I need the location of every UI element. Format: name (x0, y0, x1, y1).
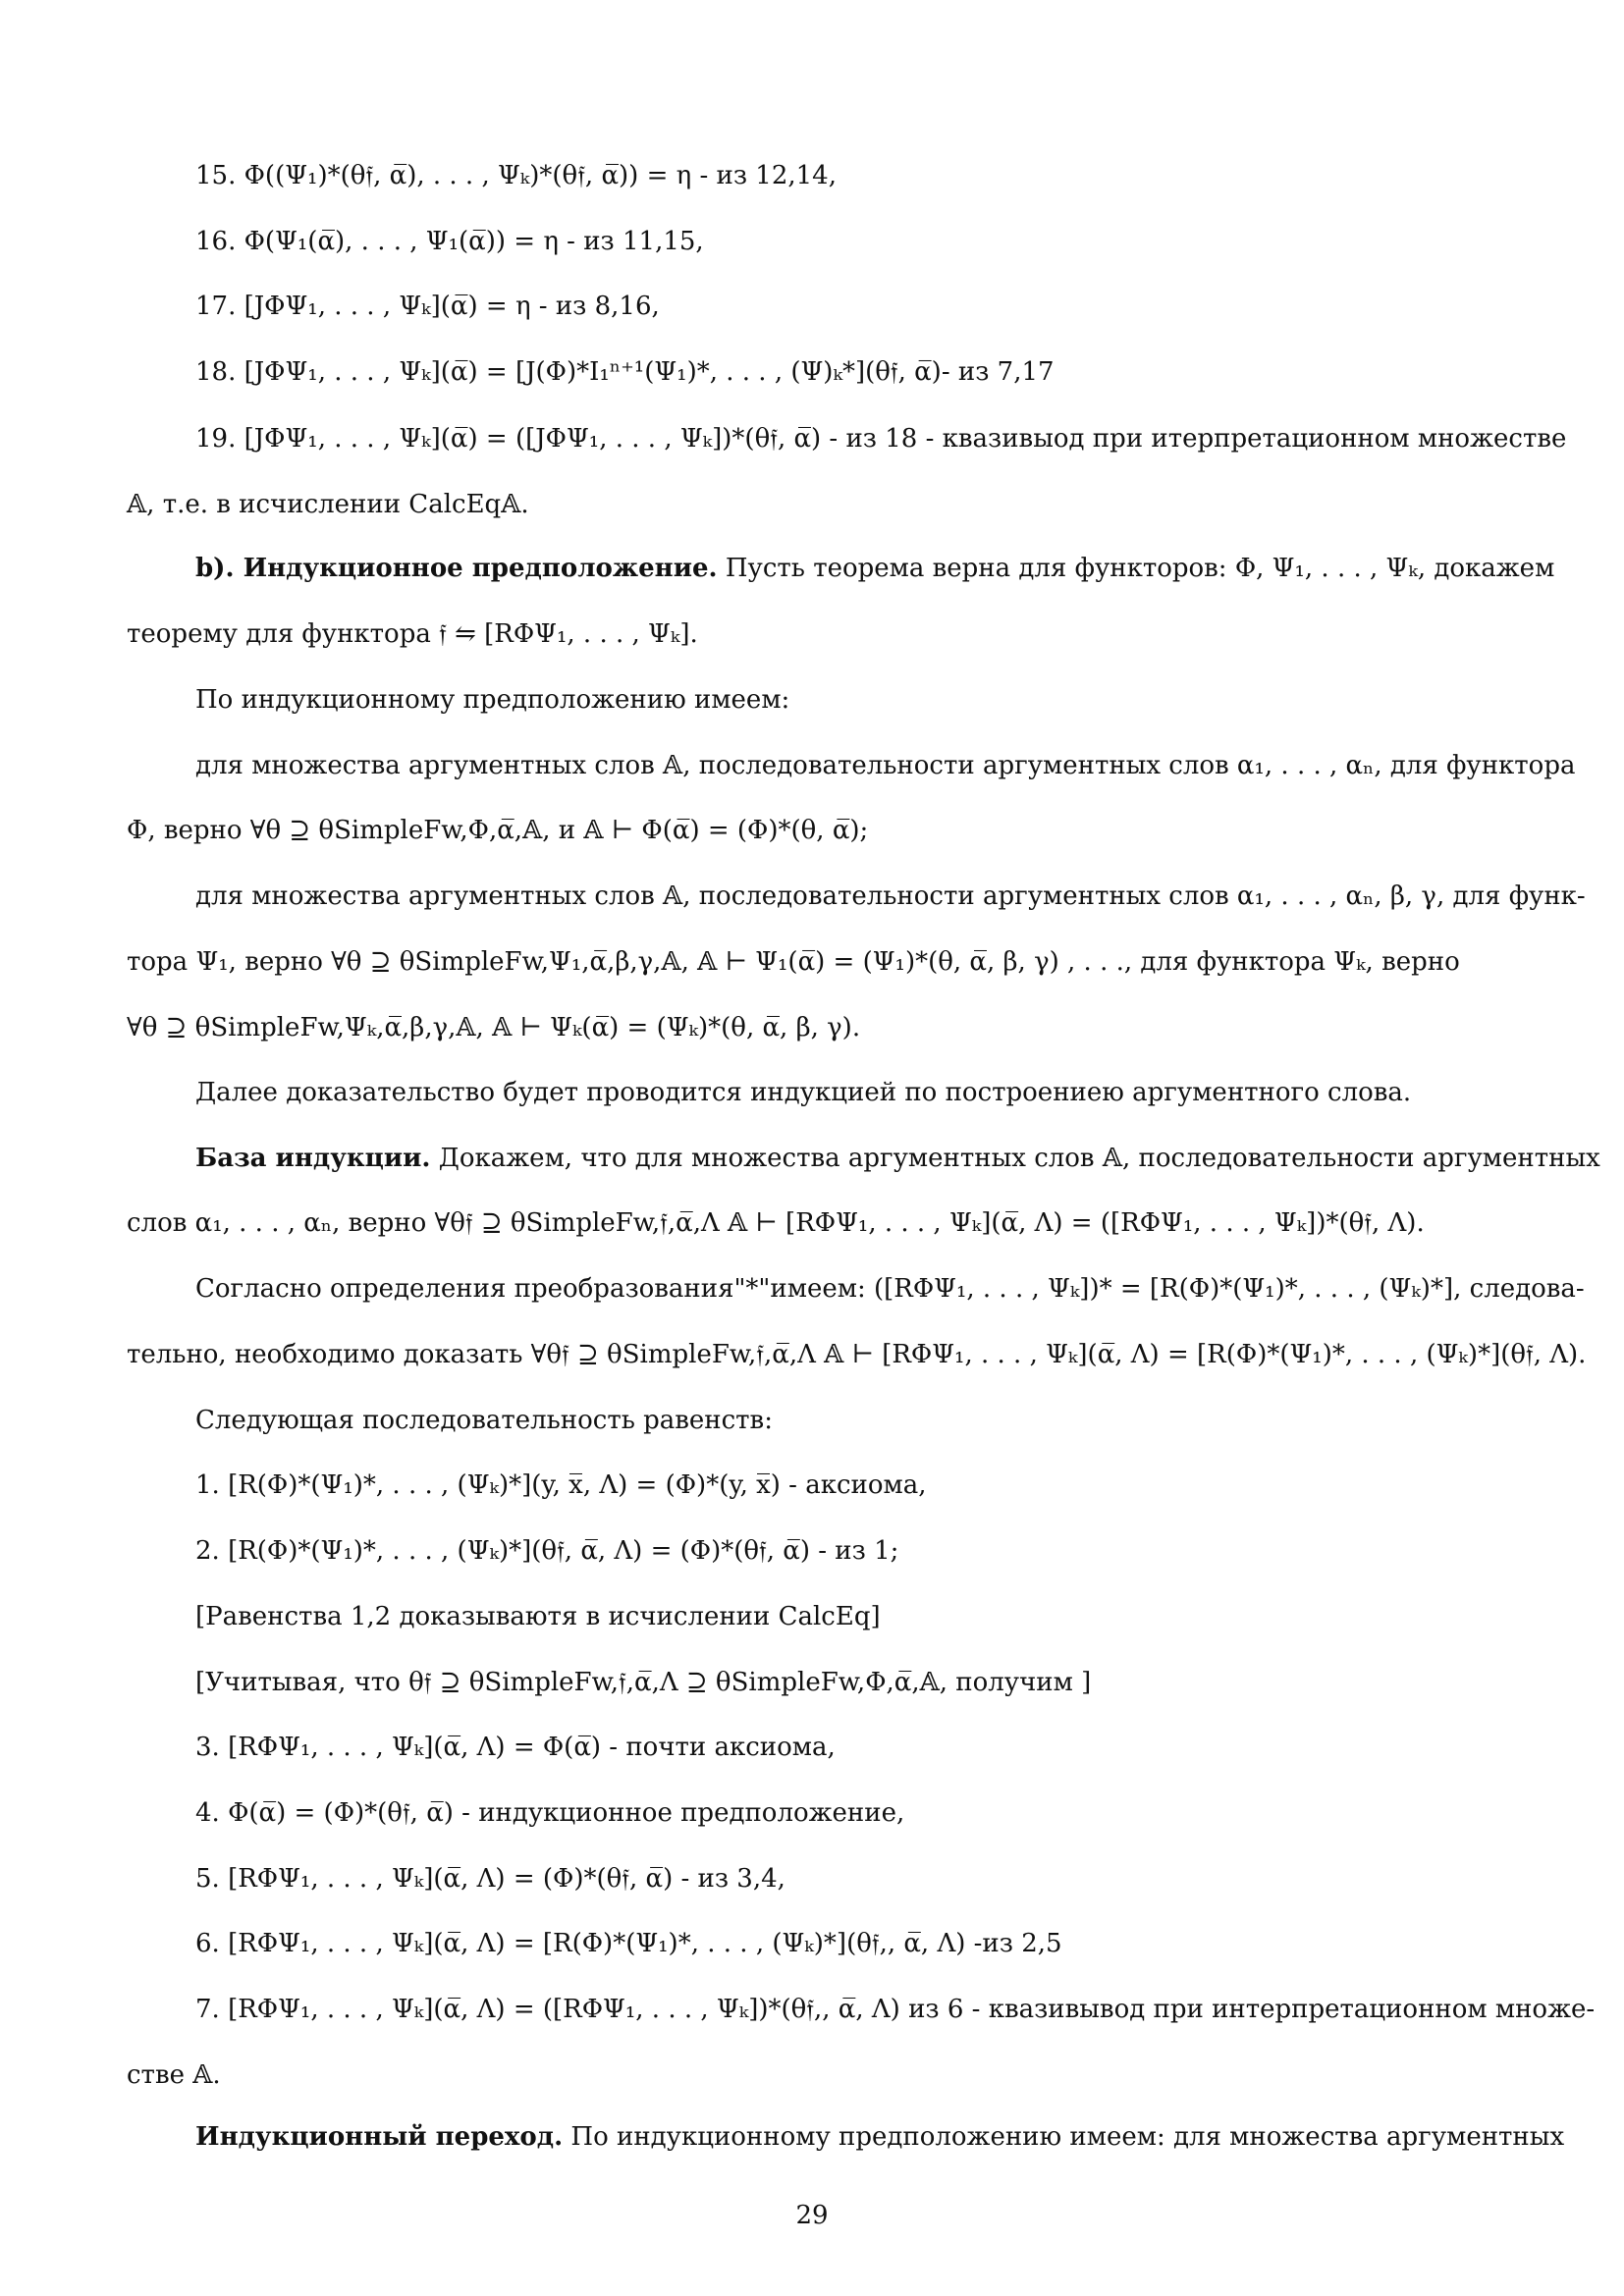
text-line: для множества аргументных слов 𝔸, последовательности аргументных слов α₁, . . . , αₙ, β, γ, для функ- (195, 881, 1586, 911)
text-line: ∀θ ⊇ θSimpleFw,Ψₖ,α̅,β,γ,𝔸, 𝔸 ⊢ Ψₖ(α̅) = (Ψₖ)*(θ, α̅, β, γ). (127, 1013, 861, 1042)
text-line: 2. [R(Φ)*(Ψ₁)*, . . . , (Ψₖ)*](θ𝔣, α̅, Λ) = (Φ)*(θ𝔣, α̅) - из 1; (195, 1536, 899, 1566)
text-line: [Равенства 1,2 доказываютя в исчислении CalcEq] (195, 1602, 881, 1631)
text-line: Согласно определения преобразования"*"имеем: ([RΦΨ₁, . . . , Ψₖ])* = [R(Φ)*(Ψ₁)*, . . . , (Ψₖ)*], следова- (195, 1274, 1585, 1304)
text-line: 6. [RΦΨ₁, . . . , Ψₖ](α̅, Λ) = [R(Φ)*(Ψ₁)*, . . . , (Ψₖ)*](θ𝔣,, α̅, Λ) -из 2,5 (195, 1929, 1062, 1958)
bold-heading: База индукции. (195, 1144, 431, 1173)
text-line: теорему для функтора 𝔣 ⇋ [RΦΨ₁, . . . , Ψₖ]. (127, 619, 698, 649)
text-line: 5. [RΦΨ₁, . . . , Ψₖ](α̅, Λ) = (Φ)*(θ𝔣, α̅) - из 3,4, (195, 1864, 785, 1894)
text-line: 𝔸, т.е. в исчислении CalcEq𝔸. (127, 490, 529, 519)
paragraph-lead (195, 552, 1555, 585)
text-line: 15. Φ((Ψ₁)*(θ𝔣, α̅), . . . , Ψₖ)*(θ𝔣, α̅)) = η - из 12,14, (195, 161, 837, 190)
bold-heading: Индукционный переход. (195, 2122, 564, 2152)
text-line: Далее доказательство будет проводится индукцией по построениею аргументного слова. (195, 1078, 1412, 1107)
text-line: 4. Φ(α̅) = (Φ)*(θ𝔣, α̅) - индукционное предположение, (195, 1798, 905, 1828)
text-line: По индукционному предположению имеем: (195, 685, 790, 715)
text-line: тора Ψ₁, верно ∀θ ⊇ θSimpleFw,Ψ₁,α̅,β,γ,𝔸, 𝔸 ⊢ Ψ₁(α̅) = (Ψ₁)*(θ, α̅, β, γ) , . . ., для функтора Ψₖ, верно (127, 947, 1460, 977)
paragraph-lead (195, 2120, 1565, 2154)
text-run: Пусть теорема верна для функторов: Φ, Ψ₁, . . . , Ψₖ, докажем (717, 554, 1555, 583)
text-line: [Учитывая, что θ𝔣 ⊇ θSimpleFw,𝔣,α̅,Λ ⊇ θSimpleFw,Φ,α̅,𝔸, получим ] (195, 1668, 1092, 1697)
text-run: Докажем, что для множества аргументных слов 𝔸, последовательности аргументных (430, 1144, 1600, 1173)
text-line: 3. [RΦΨ₁, . . . , Ψₖ](α̅, Λ) = Φ(α̅) - почти аксиома, (195, 1733, 836, 1762)
text-line: для множества аргументных слов 𝔸, последовательности аргументных слов α₁, . . . , αₙ, для функтора (195, 751, 1576, 780)
text-line: Φ, верно ∀θ ⊇ θSimpleFw,Φ,α̅,𝔸, и 𝔸 ⊢ Φ(α̅) = (Φ)*(θ, α̅); (127, 816, 869, 845)
text-run: По индукционному предположению имеем: для множества аргументных (563, 2122, 1565, 2152)
text-line: 18. [JΦΨ₁, . . . , Ψₖ](α̅) = [J(Φ)*I₁ⁿ⁺¹(Ψ₁)*, . . . , (Ψ)ₖ*](θ𝔣, α̅)- из 7,17 (195, 357, 1055, 387)
bold-heading: b). Индукционное предположение. (195, 554, 718, 583)
text-line: 16. Φ(Ψ₁(α̅), . . . , Ψ₁(α̅)) = η - из 11,15, (195, 227, 704, 256)
page-number: 29 (795, 2201, 829, 2230)
text-line: 17. [JΦΨ₁, . . . , Ψₖ](α̅) = η - из 8,16, (195, 292, 660, 321)
text-line: слов α₁, . . . , αₙ, верно ∀θ𝔣 ⊇ θSimpleFw,𝔣,α̅,Λ 𝔸 ⊢ [RΦΨ₁, . . . , Ψₖ](α̅, Λ) = ([RΦΨ₁, . . . , Ψₖ])*(θ𝔣, Λ). (127, 1208, 1425, 1238)
text-line: 1. [R(Φ)*(Ψ₁)*, . . . , (Ψₖ)*](y, x̅, Λ) = (Φ)*(y, x̅) - аксиома, (195, 1470, 927, 1500)
paragraph-lead (195, 1142, 1600, 1175)
text-line: Следующая последовательность равенств: (195, 1406, 773, 1435)
text-line: стве 𝔸. (127, 2060, 221, 2090)
text-line: тельно, необходимо доказать ∀θ𝔣 ⊇ θSimpleFw,𝔣,α̅,Λ 𝔸 ⊢ [RΦΨ₁, . . . , Ψₖ](α̅, Λ) = [R(Φ)*(Ψ₁)*, . . . , (Ψₖ)*](θ𝔣, Λ). (127, 1340, 1587, 1369)
text-line: 19. [JΦΨ₁, . . . , Ψₖ](α̅) = ([JΦΨ₁, . . . , Ψₖ])*(θ𝔣, α̅) - из 18 - квазивыод при итерпретационном множестве (195, 424, 1567, 454)
text-line: 7. [RΦΨ₁, . . . , Ψₖ](α̅, Λ) = ([RΦΨ₁, . . . , Ψₖ])*(θ𝔣,, α̅, Λ) из 6 - квазивывод при интерпретационном множе- (195, 1995, 1596, 2024)
